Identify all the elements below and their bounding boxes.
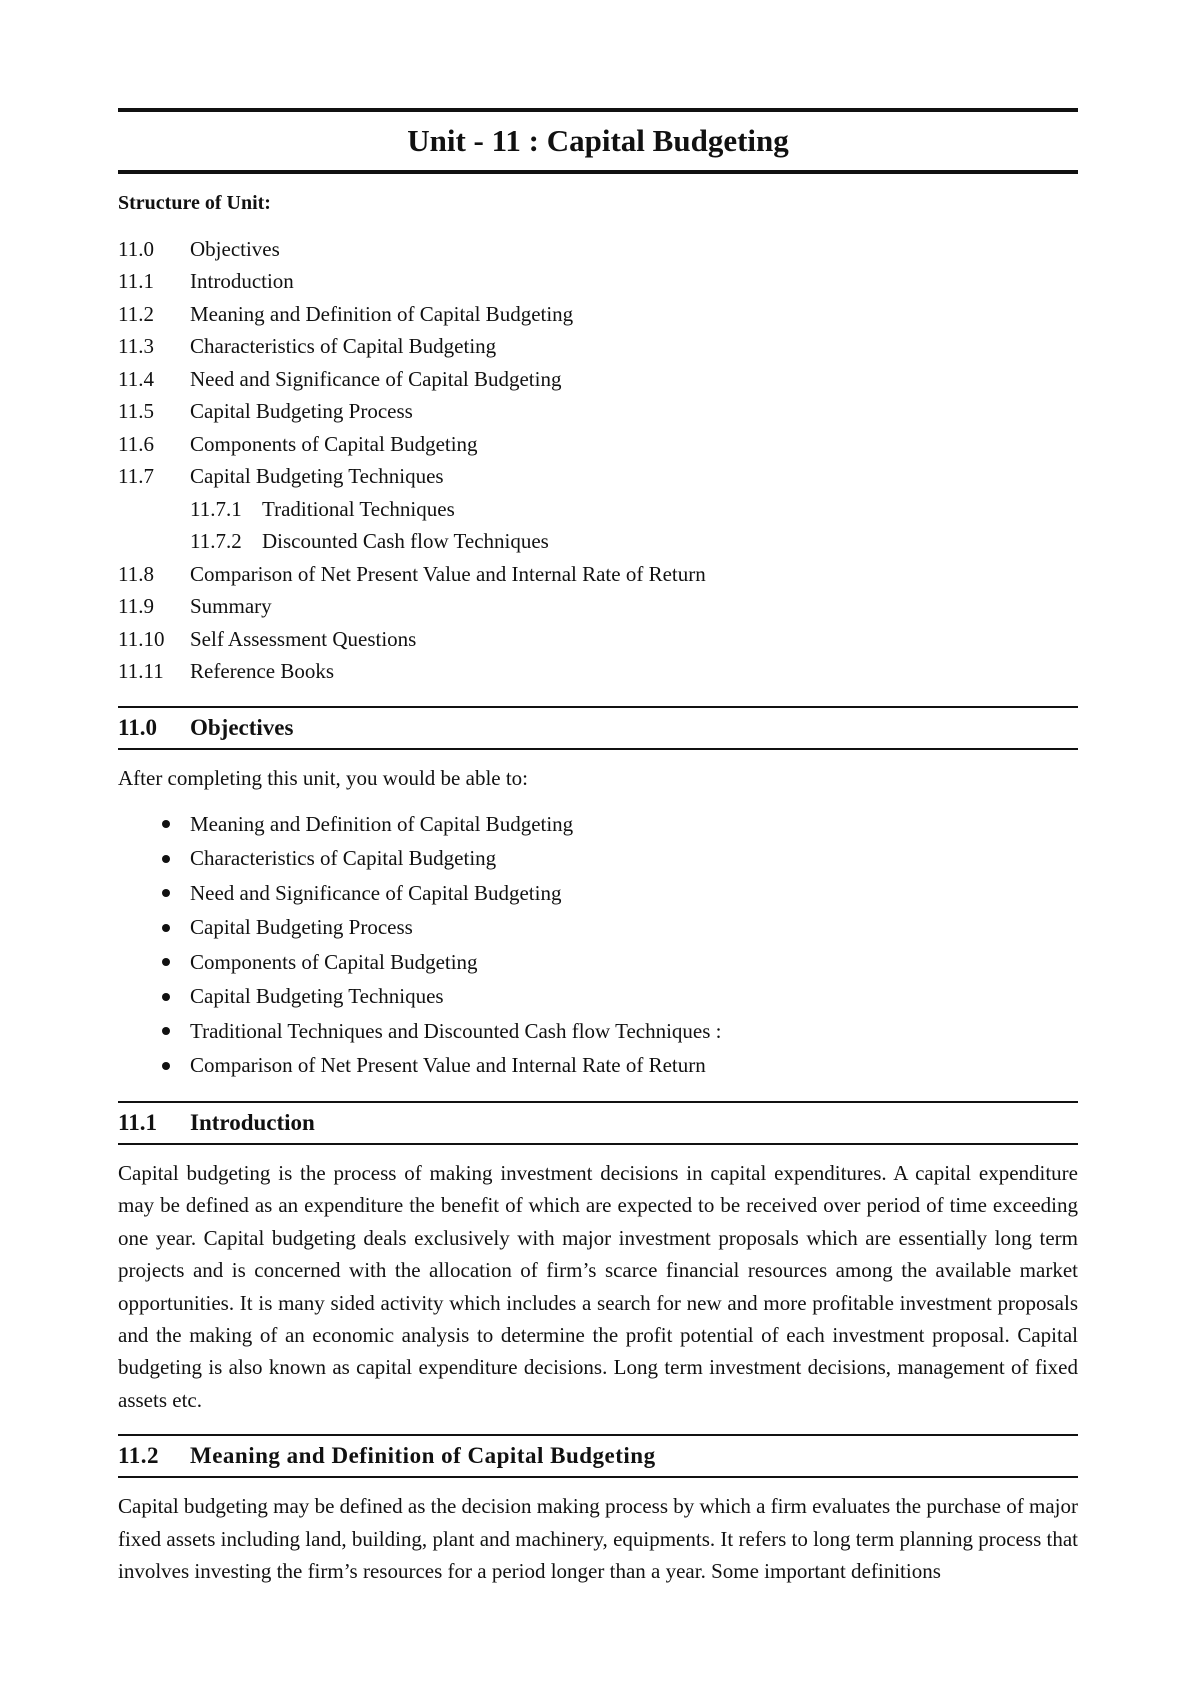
toc-item [118, 266, 1078, 299]
list-item-text: Capital Budgeting Techniques [190, 984, 444, 1009]
toc-number: 11.10 [118, 626, 165, 651]
toc-item [118, 428, 1078, 461]
list-item-text: Characteristics of Capital Budgeting [190, 846, 497, 871]
toc-number: 11.5 [118, 399, 154, 424]
toc-number: 11.3 [118, 334, 154, 359]
structure-heading: Structure of Unit: [118, 192, 271, 214]
toc-number: 11.2 [118, 301, 154, 326]
list-item-text: Meaning and Definition of Capital Budgeting [190, 811, 574, 836]
toc-item [118, 623, 1078, 656]
meaning-paragraph: Capital budgeting may be defined as the decision making process by which a firm evaluates the purchase of major fixed assets including land, building, plant and machinery, equipments. It refers to long term planning process that involves investing the firm’s resources for a period longer than a year. Some important definitions [118, 1494, 1078, 1584]
list-item [118, 945, 1078, 980]
toc-number: 11.7 [118, 464, 154, 489]
bullet-icon [118, 945, 190, 980]
toc-label: Reference Books [190, 659, 335, 684]
toc-label: Summary [190, 594, 272, 619]
toc-label: Traditional Techniques [262, 496, 455, 521]
toc-label: Meaning and Definition of Capital Budgeting [190, 301, 574, 326]
section-title: Objectives [190, 715, 294, 740]
toc-label: Discounted Cash flow Techniques [262, 529, 549, 554]
list-item [118, 842, 1078, 877]
list-item [118, 876, 1078, 911]
toc-item [118, 461, 1078, 494]
bullet-icon [118, 842, 190, 877]
unit-title: Unit - 11 : Capital Budgeting [407, 123, 789, 158]
toc-item [118, 396, 1078, 429]
section-title: Introduction [190, 1110, 315, 1135]
toc-label: Introduction [190, 269, 294, 294]
toc-number: 11.6 [118, 431, 154, 456]
list-item [118, 1014, 1078, 1049]
section-heading-objectives [118, 706, 1078, 750]
list-item-text: Capital Budgeting Process [190, 915, 413, 940]
toc-label: Comparison of Net Present Value and Internal Rate of Return [190, 561, 706, 586]
toc-item [118, 656, 1078, 689]
section-number: 11.2 [118, 1443, 159, 1469]
list-item-text: Need and Significance of Capital Budgeting [190, 880, 562, 905]
bullet-icon [118, 1014, 190, 1049]
toc-number: 11.1 [118, 269, 154, 294]
list-item-text: Components of Capital Budgeting [190, 949, 478, 974]
bullet-icon [118, 1049, 190, 1084]
title-bottom-rule [118, 170, 1078, 174]
toc-subitem [118, 493, 1078, 526]
table-of-contents [118, 233, 1078, 688]
section-number: 11.0 [118, 715, 157, 740]
bullet-icon [118, 911, 190, 946]
list-item-text: Comparison of Net Present Value and Internal Rate of Return [190, 1053, 706, 1078]
bullet-icon [118, 876, 190, 911]
toc-label: Characteristics of Capital Budgeting [190, 334, 497, 359]
toc-item [118, 233, 1078, 266]
toc-number: 11.0 [118, 236, 154, 261]
list-item [118, 911, 1078, 946]
toc-label: Objectives [190, 236, 280, 261]
toc-number: 11.8 [118, 561, 154, 586]
toc-item [118, 331, 1078, 364]
list-item [118, 980, 1078, 1015]
toc-subitem [118, 526, 1078, 559]
toc-number: 11.11 [118, 659, 164, 684]
toc-label: Components of Capital Budgeting [190, 431, 478, 456]
toc-number: 11.7.1 [190, 496, 242, 521]
toc-item [118, 298, 1078, 331]
toc-label: Capital Budgeting Techniques [190, 464, 444, 489]
objectives-list [118, 807, 1078, 1083]
list-item-text: Traditional Techniques and Discounted Cash flow Techniques : [190, 1018, 722, 1043]
list-item [118, 1049, 1078, 1084]
introduction-paragraph: Capital budgeting is the process of making investment decisions in capital expenditures. A capital expenditure may be defined as an expenditure the benefit of which are expected to be received over period of time exceeding one year. Capital budgeting deals exclusively with major investment proposals which are essentially long term projects and is concerned with the allocation of firm’s scarce financial resources among the available market opportunities. It is many sided activity which includes a search for new and more profitable investment proposals and the making of an economic analysis to determine the profit potential of each investment proposal. Capital budgeting is also known as capital expenditure decisions. Long term investment decisions, management of fixed assets etc. [118, 1161, 1078, 1412]
document-page [118, 108, 1078, 1587]
section-title: Meaning and Definition of Capital Budgeting [190, 1443, 656, 1469]
bullet-icon [118, 807, 190, 842]
section-heading-meaning [118, 1434, 1078, 1478]
toc-label: Self Assessment Questions [190, 626, 417, 651]
list-item [118, 807, 1078, 842]
toc-number: 11.7.2 [190, 529, 242, 554]
section-heading-introduction [118, 1101, 1078, 1145]
bullet-icon [118, 980, 190, 1015]
toc-number: 11.9 [118, 594, 154, 619]
toc-label: Need and Significance of Capital Budgeting [190, 366, 562, 391]
section-number: 11.1 [118, 1110, 157, 1135]
toc-label: Capital Budgeting Process [190, 399, 413, 424]
toc-number: 11.4 [118, 366, 154, 391]
toc-item [118, 558, 1078, 591]
toc-item [118, 363, 1078, 396]
objectives-intro: After completing this unit, you would be able to: [118, 766, 529, 790]
toc-item [118, 591, 1078, 624]
